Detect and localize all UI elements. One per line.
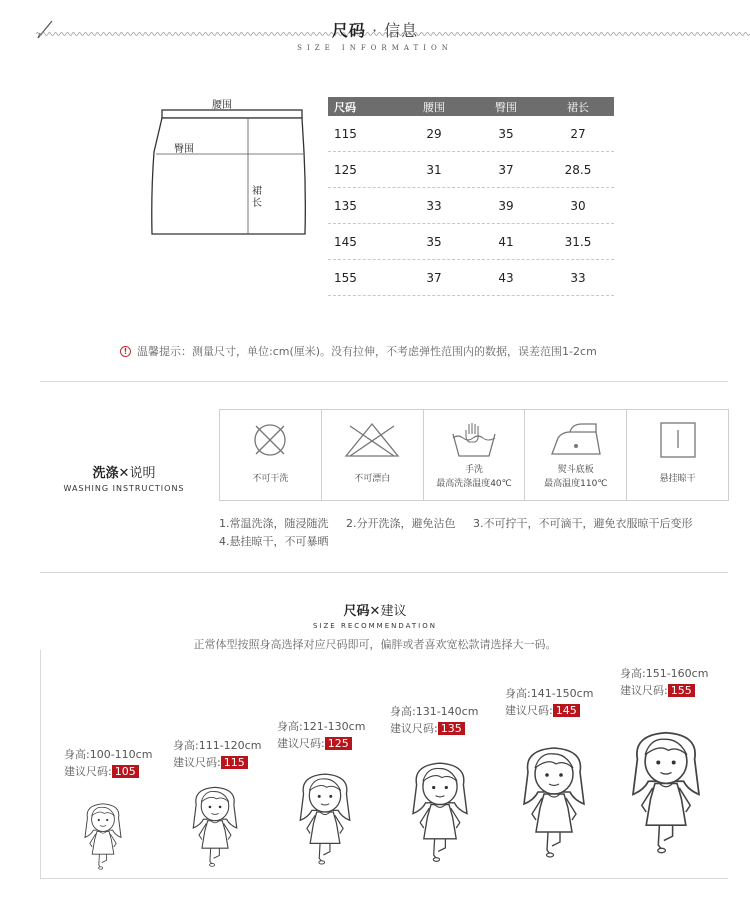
size-badge: 155 [668,684,695,697]
wash-item-no-bleach [321,410,423,500]
cell-waist: 29 [426,126,442,141]
page-subtitle: SIZE INFORMATION [297,44,453,52]
hand-wash-icon [449,420,499,460]
notice-text: 温馨提示：测量尺寸，单位:cm(厘米)。没有拉伸，不考虑弹性范围内的数据，误差范围1-2cm [137,345,597,358]
height-range: 身高:141-150cm [505,687,594,700]
hang-dry-icon [658,420,698,460]
no-wash-icon [250,420,290,460]
washing-title: 洗涤✕说明 WASHING INSTRUCTIONS [44,462,204,493]
cell-hip: 35 [498,126,514,141]
cell-hip: 37 [498,162,514,177]
height-range: 身高:151-160cm [620,667,709,680]
exclamation-icon: ! [120,346,131,357]
cell-length: 33 [570,270,586,285]
wash-caption: 悬挂晾干 [659,474,696,484]
girl-illustration-icon [292,756,358,878]
size-label: 建议尺码: [390,722,438,735]
table-row [328,116,614,152]
cell-waist: 31 [426,162,442,177]
girl-illustration-icon [514,724,594,876]
waist-label: 腰围 [212,100,232,111]
size-table [328,97,614,296]
recommendation-item [390,703,478,737]
size-label: 建议尺码: [64,765,112,778]
wash-note: 1.常温洗涤，随浸随洗 [219,517,329,530]
cell-length: 27 [570,126,586,141]
size-badge: 105 [112,765,139,778]
wash-caption: 最高温度110℃ [544,479,608,489]
size-badge: 115 [221,756,248,769]
wash-note: 2.分开洗涤，避免沾色 [346,517,456,530]
height-range: 身高:111-120cm [173,739,262,752]
size-badge: 125 [325,737,352,750]
wash-caption: 不可漂白 [354,474,391,484]
section-divider [40,572,728,573]
recommendation-item [505,685,593,719]
girl-illustration-icon [622,704,710,876]
header-waist: 腰围 [423,100,445,114]
cell-hip: 41 [498,234,514,249]
recommendation-description: 正常体型按照身高选择对应尺码即可，偏胖或者喜欢宽松款请选择大一码。 [193,638,557,651]
recommendation-item [173,737,261,771]
cell-length: 31.5 [564,234,592,249]
size-label: 建议尺码: [505,704,553,717]
size-badge: 135 [438,722,465,735]
wash-item-hand-wash [423,410,525,500]
size-table-header [328,97,614,116]
table-row [328,224,614,260]
cell-length: 28.5 [564,162,592,177]
skirt-outline-icon [140,92,320,242]
recommendation-title: 尺码✕建议 SIZE RECOMMENDATION [0,600,750,630]
section-divider [40,381,728,382]
recommendation-item [277,718,365,752]
page-title: 尺码 · 信息 [331,21,419,40]
size-label: 建议尺码: [173,756,221,769]
wash-note: 4.悬挂晾干，不可暴晒 [219,535,329,548]
cell-size: 125 [334,162,357,177]
recommendation-baseline [40,878,728,879]
wash-item-no-dryclean [220,410,321,500]
recommendation-item [64,746,152,780]
height-range: 身高:121-130cm [277,720,366,733]
skirt-diagram [140,92,320,242]
cell-size: 155 [334,270,357,285]
table-row [328,188,614,224]
header-hip: 臀围 [495,100,517,114]
wash-caption: 熨斗底板 [557,465,594,475]
wash-note: 3.不可拧干，不可滴干，避免衣服晾干后变形 [473,517,693,530]
recommendation-frame [40,650,41,878]
cell-length: 30 [570,198,586,213]
size-badge: 145 [553,704,580,717]
recommendation-item [620,665,708,699]
size-label: 建议尺码: [277,737,325,750]
girl-illustration-icon [186,772,244,878]
cell-hip: 39 [498,198,514,213]
recommendation-subtitle: SIZE RECOMMENDATION [313,622,437,630]
measurement-notice [120,343,597,359]
washing-subtitle: WASHING INSTRUCTIONS [63,484,185,493]
table-row [328,152,614,188]
cell-waist: 37 [426,270,442,285]
girl-illustration-icon [79,792,127,878]
section-header [0,0,750,60]
height-range: 身高:100-110cm [64,748,153,761]
girl-illustration-icon [404,742,476,878]
length-label: 裙长 [252,186,262,209]
cell-waist: 35 [426,234,442,249]
wash-item-iron [524,410,626,500]
washing-notes [219,515,707,551]
cell-size: 115 [334,126,357,141]
washing-icons-panel [219,409,729,501]
hip-label: 臀围 [174,144,194,155]
cell-waist: 33 [426,198,442,213]
cell-size: 145 [334,234,357,249]
cell-hip: 43 [498,270,514,285]
wash-item-hang-dry [626,410,728,500]
size-label: 建议尺码: [620,684,668,697]
header-length: 裙长 [567,100,589,114]
iron-icon [548,420,604,460]
table-row [328,260,614,296]
header-size: 尺码 [334,100,356,114]
wash-caption: 不可干洗 [252,474,289,484]
height-range: 身高:131-140cm [390,705,479,718]
wash-caption: 手洗 [464,465,483,475]
wash-caption: 最高洗涤温度40℃ [436,479,512,489]
no-bleach-icon [342,420,402,460]
cell-size: 135 [334,198,357,213]
